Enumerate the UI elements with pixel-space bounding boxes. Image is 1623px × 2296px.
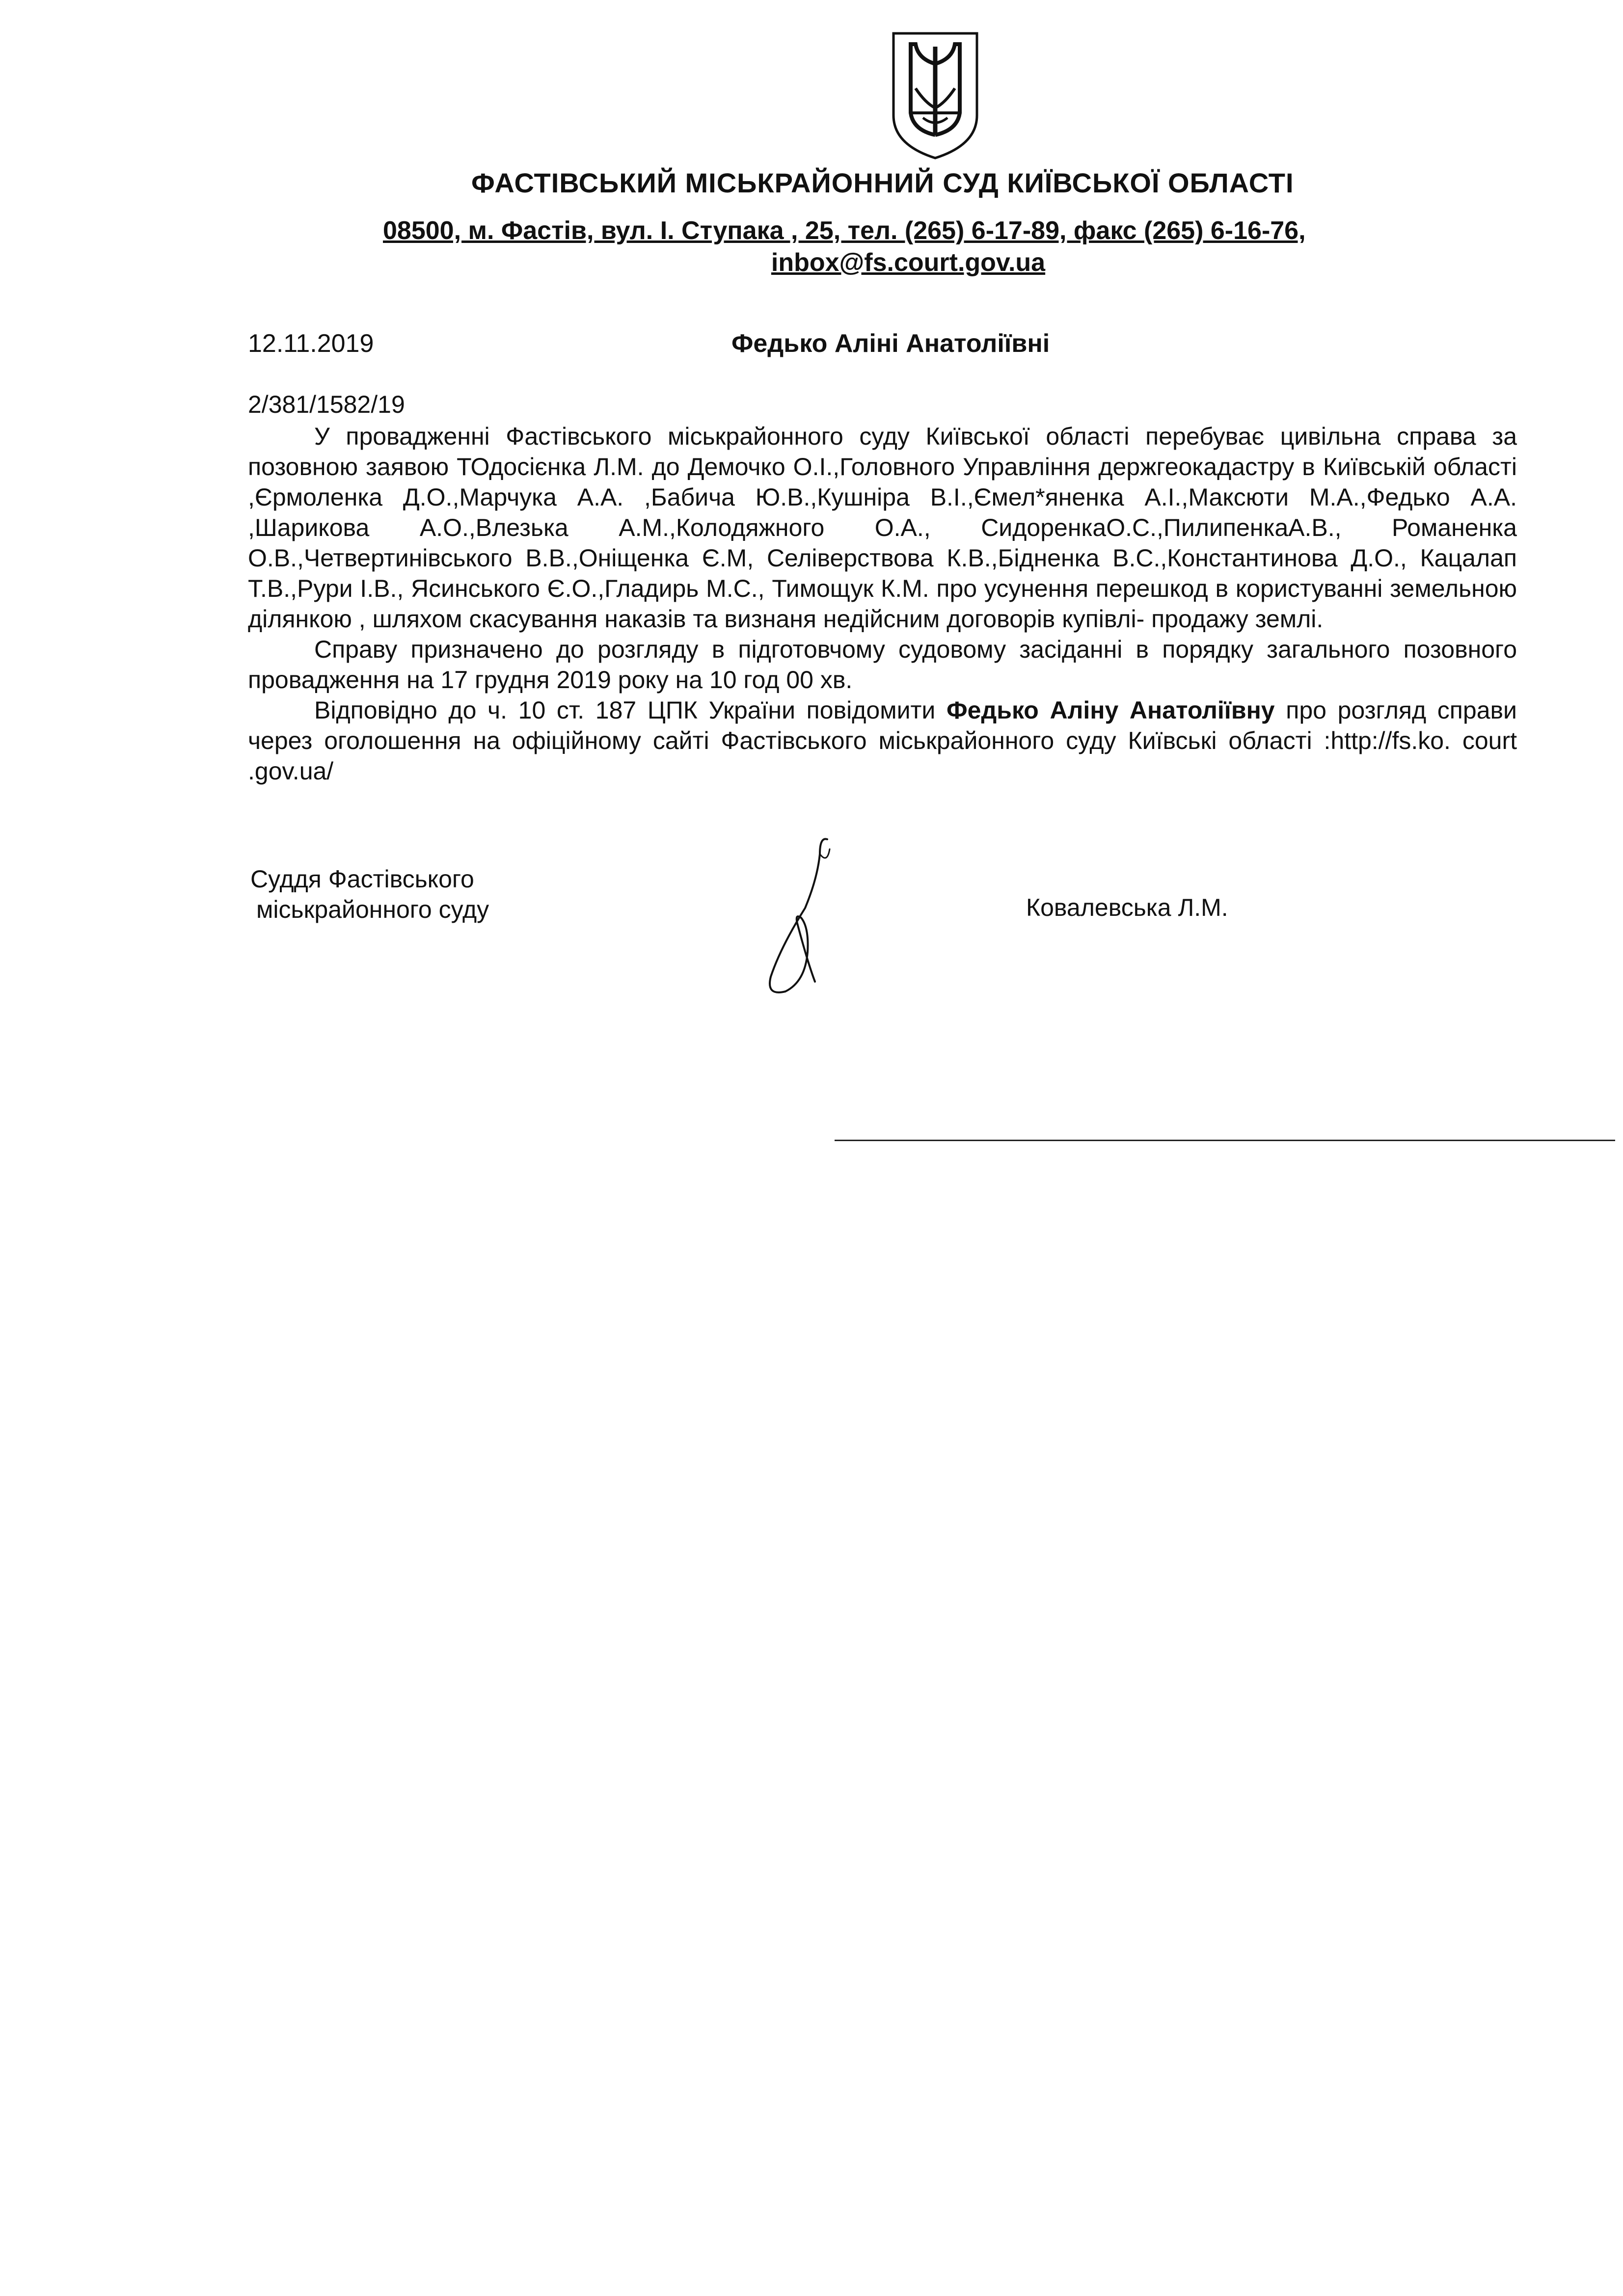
court-email <box>736 248 1080 277</box>
letter-date: 12.11.2019 <box>248 329 374 358</box>
paragraph-notice <box>248 695 1517 786</box>
coat-of-arms-icon <box>889 29 982 162</box>
paragraph-hearing: Справу призначено до розгляду в підготовчому судовому засіданні в порядку загального позовного провадження на 17 грудня 2019 року на 10 год 00 хв. <box>248 636 1517 694</box>
signatory-title <box>250 864 489 925</box>
notice-start: Відповідно до ч. 10 ст. 187 ЦПК України повідомити <box>314 696 936 724</box>
divider-line <box>835 1140 1615 1141</box>
case-number: 2/381/1582/19 <box>248 391 405 418</box>
addressee: Федько Аліні Анатоліївні <box>731 329 1050 358</box>
court-address: 08500, м. Фастів, вул. І. Ступака , 25, тел. (265) 6-17-89, факс (265) 6-16-76, <box>383 216 1306 245</box>
paragraph-case: У провадженні Фастівського міськрайонного суду Київської області перебуває цивільна справа за позовною заявою ТОдосієнка Л.М. до Демочко О.І.,Головного Управління держгеокадастру в Київській області ,Єрмоленка Д.О.,Марчука А.А. ,Бабича Ю.В.,Кушніра В.І.,Ємел*яненка А.І.,Максюти М.А.,Федько А.А. ,Шарикова А.О.,Влезька А.М.,Колодяжного О.А., СидоренкаО.С.,ПилипенкаА.В., Романенка О.В.,Четвертинівського В.В.,Оніщенка Є.М, Селіверствова К.В.,Бідненка В.С.,Константинова Д.О., Кацалап Т.В.,Рури І.В., Ясинського Є.О.,Гладирь М.С., Тимощук К.М. про усунення перешкод в користуванні земельною ділянкою , шляхом скасування наказів та визнаня недійсним договорів купівлі- продажу землі. <box>248 423 1517 633</box>
judge-name: Ковалевська Л.М. <box>1026 894 1228 921</box>
notice-name: Федько Аліну Анатоліївну <box>946 696 1275 724</box>
letter-body <box>248 421 1517 786</box>
court-name: ФАСТІВСЬКИЙ МІСЬКРАЙОННИЙ СУД КИЇВСЬКОЇ ОБЛАСТІ <box>471 167 1294 198</box>
handwritten-signature <box>746 834 869 1001</box>
signatory-title-line2: міськрайонного суду <box>256 896 489 923</box>
court-email-link[interactable]: inbox@fs.court.gov.ua <box>771 248 1046 277</box>
notice-end: про розгляд справи через оголошення на офіційному сайті Фастівського міськрайонного суду Київські області :http://fs.ko. court .gov.ua/ <box>248 696 1517 785</box>
signatory-title-line1: Суддя Фастівського <box>250 865 474 893</box>
